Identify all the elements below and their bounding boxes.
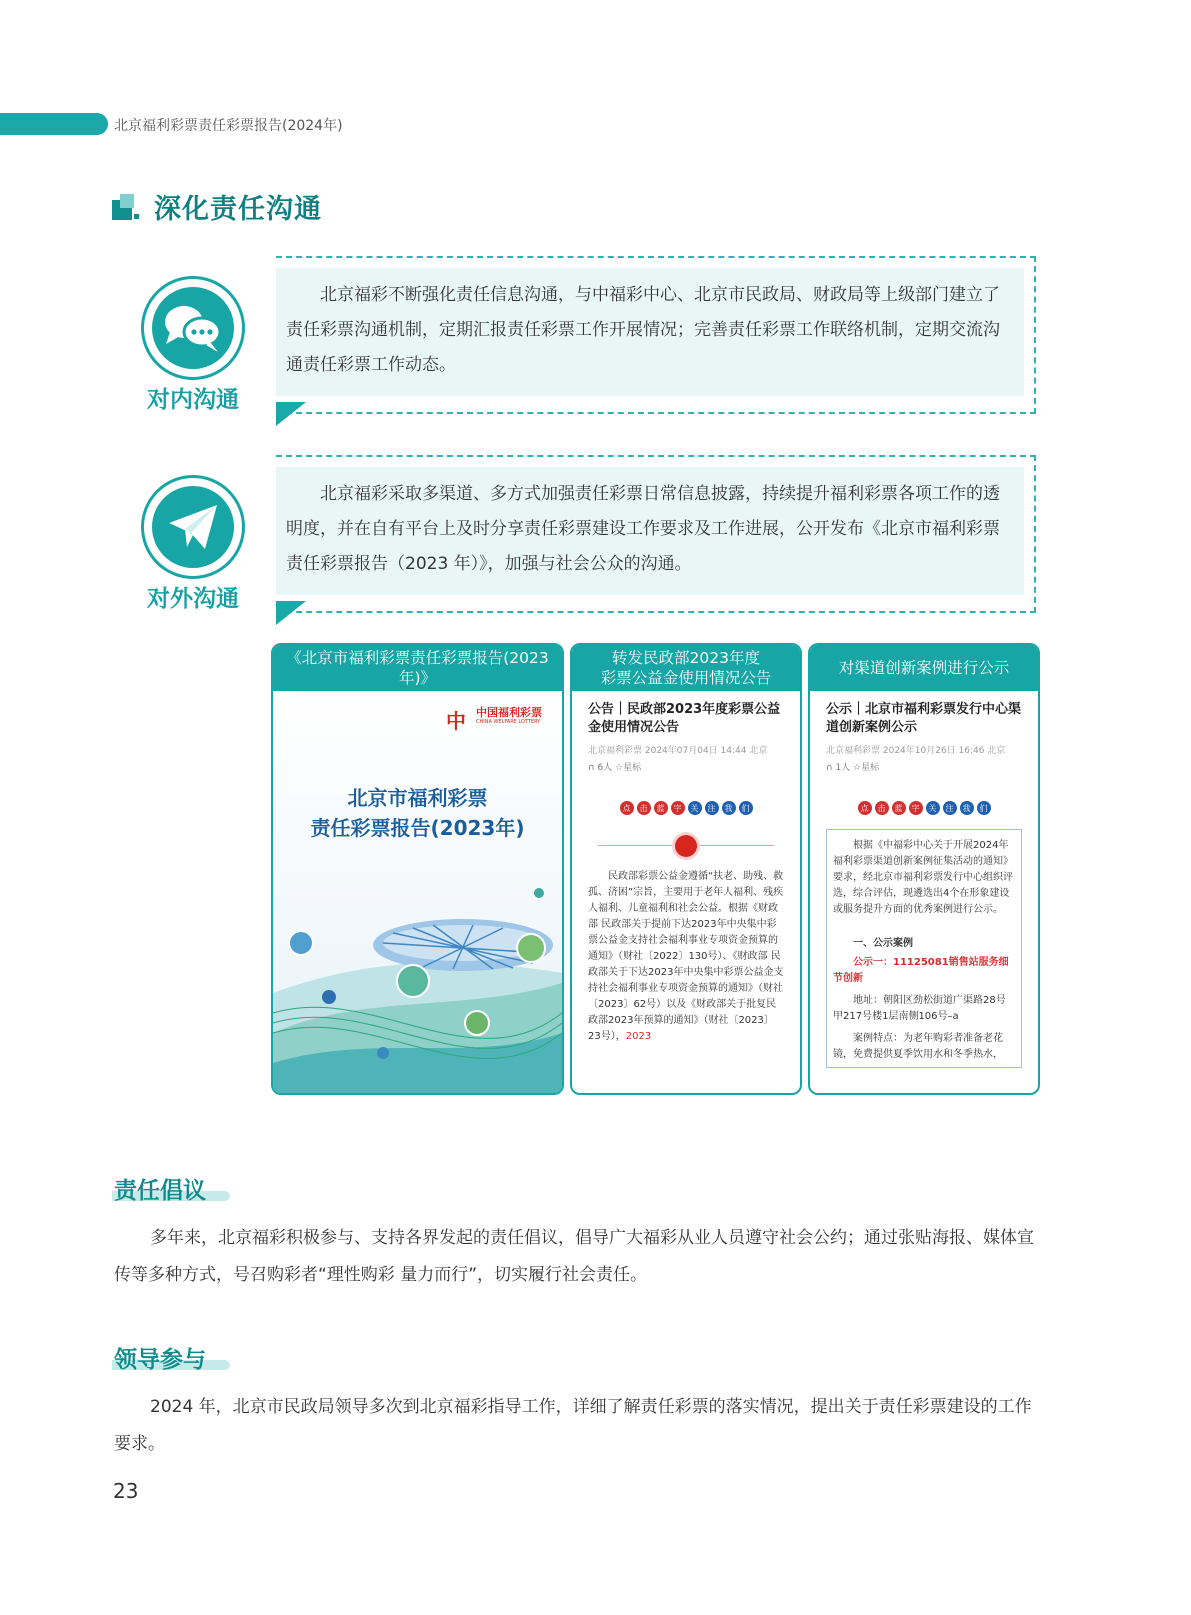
external-communication-box — [276, 455, 1036, 613]
leadership-heading: 领导参与 — [114, 1347, 206, 1373]
article-screenshot — [572, 691, 800, 1093]
section-title: 深化责任沟通 — [154, 194, 322, 225]
lottery-logo-icon: 中 — [446, 709, 466, 733]
article-title: 公示｜北京市福利彩票发行中心渠道创新案例公示 — [826, 702, 1022, 735]
card-header: 转发民政部2023年度 彩票公益金使用情况公告 — [572, 645, 800, 691]
article-body: 民政部彩票公益金遵循“扶老、助残、救孤、济困”宗旨，主要用于老年人福利、残疾人福利、儿童福利和社会公益。根据《财政部 民政部关于提前下达2023年中央集中彩票公益金支持社会福利事业专项资金预算的通知》（财社〔2022〕130号）、《财政部 民政部关于下达2023年中央集中彩票公益金支持社会福利事业专项资金预算的通知》（财社〔2023〕62号）以及《财政部关于批复民政部2023年预算的通知》（财社〔2023〕23号），2023 — [588, 871, 784, 1042]
paper-plane-icon — [141, 475, 245, 579]
callout-tail — [276, 402, 306, 426]
announcement-card — [570, 643, 802, 1095]
article-section-heading: 一、公示案例 — [853, 938, 913, 949]
article-readers: ∩ 6人 ☆星标 — [588, 763, 642, 773]
cover-title: 北京市福利彩票 责任彩票报告(2023年) — [310, 786, 525, 840]
headphone-icon: ∩ — [826, 763, 836, 773]
initiative-paragraph: 多年来，北京福彩积极参与、支持各界发起的责任倡议，倡导广大福彩从业人员遵守社会公约；通过张贴海报、媒体宣传等多种方式，号召购彩者“理性购彩 量力而行”，切实履行社会责任。 — [114, 1228, 1034, 1285]
follow-banner: 点 击 蓝 字 关 注 我 们 — [588, 801, 784, 815]
card-header: 对渠道创新案例进行公示 — [810, 645, 1038, 691]
article-title: 公告｜民政部2023年度彩票公益金使用情况公告 — [588, 702, 781, 735]
internal-communication-text: 北京福彩不断强化责任信息沟通，与中福彩中心、北京市民政局、财政局等上级部门建立了责任彩票沟通机制，定期汇报责任彩票工作开展情况；完善责任彩票工作联络机制，定期交流沟通责任彩票工作动态。 — [286, 285, 1000, 375]
welfare-lottery-logo: 中 中国福利彩票 CHINA WELFARE LOTTERY — [446, 706, 542, 733]
page-number: 23 — [113, 1479, 139, 1503]
external-communication-text: 北京福彩采取多渠道、多方式加强责任彩票日常信息披露，持续提升福利彩票各项工作的透明度，并在自有平台上及时分享责任彩票建设工作要求及工作进展，公开发布《北京市福利彩票责任彩票报告（2023 年）》，加强与社会公众的沟通。 — [286, 484, 1000, 574]
article-meta: 北京福利彩票 2024年07月04日 14:44 北京 — [588, 746, 768, 756]
initiative-heading: 责任倡议 — [114, 1178, 206, 1204]
article-meta: 北京福利彩票 2024年10月26日 16:46 北京 — [826, 746, 1006, 756]
callout-tail — [276, 601, 306, 625]
card-header: 《北京市福利彩票责任彩票报告(2023年)》 — [273, 645, 562, 691]
headphone-icon: ∩ — [588, 763, 598, 773]
report-cover-image — [273, 691, 562, 1093]
article-address: 地址：朝阳区劲松街道广渠路28号甲217号楼1层南侧106号–a — [833, 995, 1006, 1022]
red-seal-divider — [588, 823, 784, 869]
internal-communication-box — [276, 256, 1036, 414]
channel-innovation-card — [808, 643, 1040, 1095]
section-square-icon — [112, 194, 138, 220]
article-feature: 案例特点：为老年购彩者准备老花镜，免费提供夏季饮用水和冬季热水， — [833, 1033, 1003, 1060]
chat-bubbles-icon — [141, 276, 245, 380]
report-cover-card — [271, 643, 564, 1095]
article-case-title: 公示一：11125081销售站服务细节创新 — [833, 957, 1009, 984]
article-body: 根据《中福彩中心关于开展2024年福利彩票渠道创新案例征集活动的通知》要求，经北京市福利彩票发行中心组织评选，综合评估，现遴选出4个在形象建设或服务提升方面的优秀案例进行公示。 — [833, 840, 1013, 915]
follow-banner: 点 击 蓝 字 关 注 我 们 — [826, 801, 1022, 815]
article-screenshot — [810, 691, 1038, 1093]
notice-frame — [826, 829, 1022, 1068]
internal-communication-label: 对内沟通 — [147, 387, 239, 413]
article-readers: ∩ 1人 ☆星标 — [826, 763, 880, 773]
header-accent-bar — [0, 113, 108, 135]
leadership-paragraph: 2024 年，北京市民政局领导多次到北京福彩指导工作，详细了解责任彩票的落实情况，提出关于责任彩票建设的工作要求。 — [114, 1397, 1032, 1454]
external-communication-label: 对外沟通 — [147, 586, 239, 612]
running-header: 北京福利彩票责任彩票报告(2024年) — [114, 118, 343, 134]
